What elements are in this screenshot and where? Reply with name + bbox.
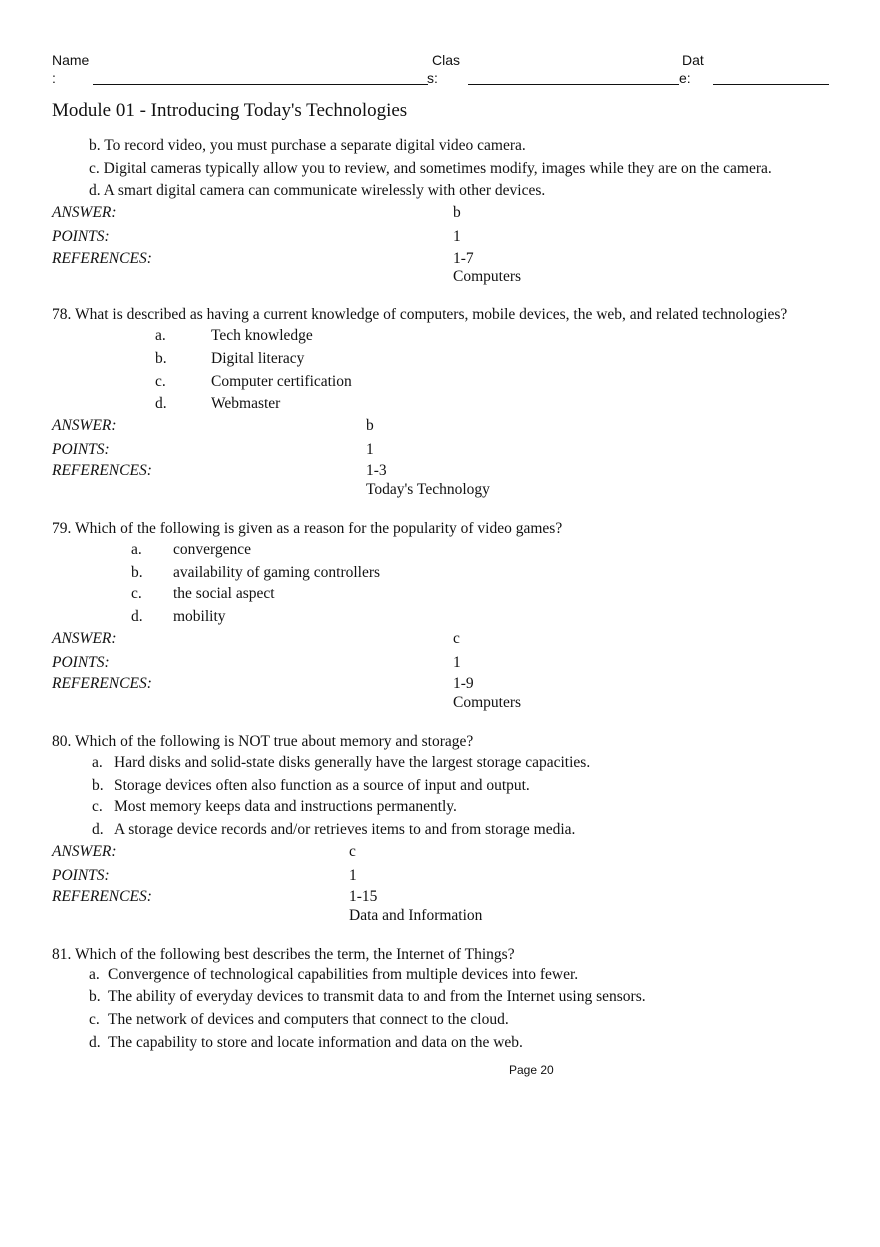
page-number: Page 20 (509, 1063, 554, 1077)
q81-option-letter: b. (89, 988, 101, 1005)
q80-option-text: Most memory keeps data and instructions permanently. (114, 798, 457, 815)
q78-option-letter: a. (155, 327, 166, 344)
q77-option-b: b. To record video, you must purchase a separate digital video camera. (89, 137, 526, 154)
page-title: Module 01 - Introducing Today's Technologies (52, 100, 408, 121)
name-field-line[interactable] (93, 84, 428, 85)
q81-option-letter: d. (89, 1034, 101, 1051)
date-label-bottom: e: (679, 70, 691, 86)
q81-option-letter: a. (89, 966, 100, 983)
q80-option-text: Storage devices often also function as a source of input and output. (114, 777, 530, 794)
q79-option-text: the social aspect (173, 585, 275, 602)
q81-option-text: The capability to store and locate information and data on the web. (108, 1034, 523, 1051)
q78-option-text: Digital literacy (211, 350, 305, 367)
class-field-line[interactable] (468, 84, 679, 85)
q80-option-text: Hard disks and solid-state disks generally have the largest storage capacities. (114, 754, 591, 771)
class-label-top: Clas (432, 52, 461, 68)
q81-option-text: The network of devices and computers that connect to the cloud. (108, 1011, 509, 1028)
q81-option-text: Convergence of technological capabilities from multiple devices into fewer. (108, 966, 579, 983)
q78-question: 78. What is described as having a current knowledge of computers, mobile devices, the web, and related technologies? (52, 306, 788, 323)
q79-option-letter: d. (131, 608, 143, 625)
q79-option-text: availability of gaming controllers (173, 564, 381, 581)
q77-answer-value: b (453, 204, 461, 221)
q79-answer-value: c (453, 630, 460, 647)
q79-points-value: 1 (453, 654, 461, 671)
q79-question: 79. Which of the following is given as a reason for the popularity of video games? (52, 520, 563, 537)
q79-option-letter: c. (131, 585, 142, 602)
q80-option-letter: c. (92, 798, 103, 815)
q78-reference-topic: Today's Technology (366, 481, 490, 498)
q79-points-label: POINTS: (52, 654, 110, 671)
q79-option-letter: a. (131, 541, 142, 558)
q81-option-letter: c. (89, 1011, 100, 1028)
q80-option-letter: d. (92, 821, 104, 838)
q77-reference-page: 1-7 (453, 250, 474, 267)
q78-references-label: REFERENCES: (52, 462, 152, 479)
q79-reference-topic: Computers (453, 694, 522, 711)
name-label: Name (52, 52, 90, 68)
q80-points-value: 1 (349, 867, 357, 884)
q78-option-letter: d. (155, 395, 167, 412)
date-label-top: Dat (682, 52, 704, 68)
q80-option-letter: b. (92, 777, 104, 794)
q79-reference-page: 1-9 (453, 675, 474, 692)
q79-option-letter: b. (131, 564, 143, 581)
q80-option-letter: a. (92, 754, 103, 771)
q79-answer-label: ANSWER: (52, 630, 117, 647)
q78-points-value: 1 (366, 441, 374, 458)
q78-answer-label: ANSWER: (52, 417, 117, 434)
q78-reference-page: 1-3 (366, 462, 387, 479)
q77-points-label: POINTS: (52, 228, 110, 245)
q78-option-text: Computer certification (211, 373, 352, 390)
date-field-line[interactable] (713, 84, 829, 85)
q78-option-letter: b. (155, 350, 167, 367)
q80-question: 80. Which of the following is NOT true about memory and storage? (52, 733, 474, 750)
q81-option-text: The ability of everyday devices to transmit data to and from the Internet using sensors. (108, 988, 646, 1005)
q78-answer-value: b (366, 417, 374, 434)
q80-reference-topic: Data and Information (349, 907, 483, 924)
q77-answer-label: ANSWER: (52, 204, 117, 221)
q79-references-label: REFERENCES: (52, 675, 152, 692)
q80-reference-page: 1-15 (349, 888, 378, 905)
q79-option-text: convergence (173, 541, 252, 558)
q80-references-label: REFERENCES: (52, 888, 152, 905)
name-colon: : (52, 70, 56, 86)
q79-option-text: mobility (173, 608, 226, 625)
class-label-bottom: s: (427, 70, 438, 86)
q80-answer-label: ANSWER: (52, 843, 117, 860)
q78-points-label: POINTS: (52, 441, 110, 458)
q78-option-letter: c. (155, 373, 166, 390)
q78-option-text: Tech knowledge (211, 327, 313, 344)
q77-option-c: c. Digital cameras typically allow you to review, and sometimes modify, images while they are on the camera. (89, 160, 772, 177)
q80-answer-value: c (349, 843, 356, 860)
q77-option-d: d. A smart digital camera can communicate wirelessly with other devices. (89, 182, 546, 199)
q78-option-text: Webmaster (211, 395, 281, 412)
q80-option-text: A storage device records and/or retrieves items to and from storage media. (114, 821, 576, 838)
q77-reference-topic: Computers (453, 268, 522, 285)
q77-references-label: REFERENCES: (52, 250, 152, 267)
q80-points-label: POINTS: (52, 867, 110, 884)
q81-question: 81. Which of the following best describes the term, the Internet of Things? (52, 946, 515, 963)
q77-points-value: 1 (453, 228, 461, 245)
